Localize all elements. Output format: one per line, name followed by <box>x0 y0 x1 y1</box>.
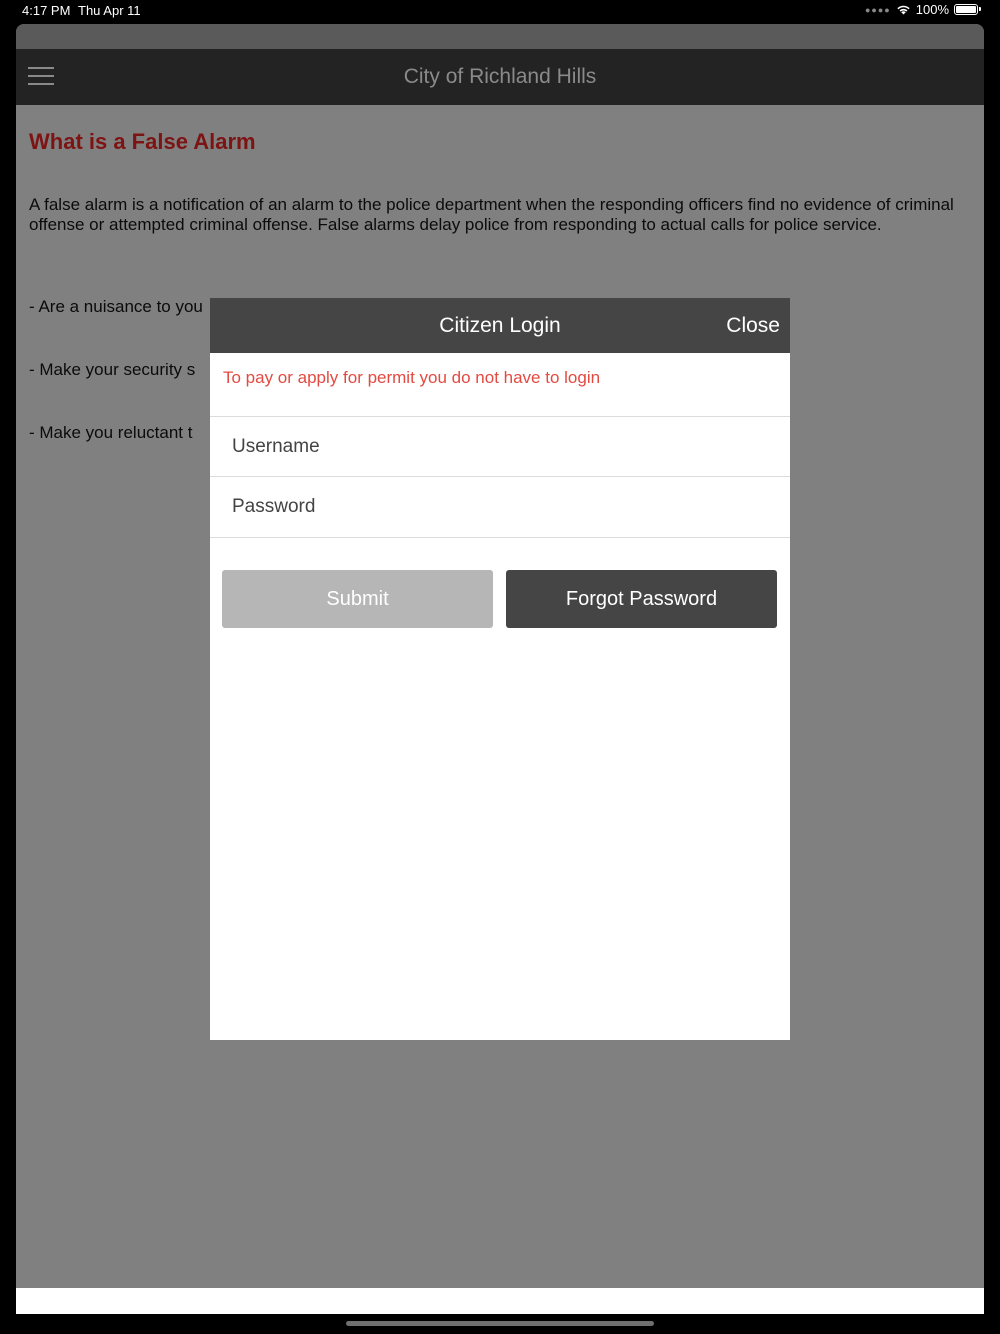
page-title: What is a False Alarm <box>29 129 256 154</box>
list-item: - Are a nuisance to you <box>29 297 203 316</box>
forgot-password-button[interactable]: Forgot Password <box>506 570 777 628</box>
status-indicators <box>865 2 978 17</box>
battery-percentage: 100% <box>915 2 949 17</box>
app-header <box>16 49 984 105</box>
modal-header <box>210 298 790 353</box>
list-item: - Make your security s <box>29 360 196 379</box>
page-intro: A false alarm is a notification of an alarm to the police department when the responding officers find no evidence of criminal offense or attempted criminal offense. False alarms delay police from responding to actual calls for police service. <box>29 195 954 234</box>
close-button[interactable]: Close <box>726 314 780 337</box>
password-field-row <box>210 476 790 538</box>
header-title: City of Richland Hills <box>403 65 597 88</box>
wifi-icon <box>896 4 911 15</box>
top-strip <box>16 24 984 49</box>
citizen-login-modal <box>210 298 790 1040</box>
home-indicator <box>346 1321 654 1326</box>
modal-title: Citizen Login <box>439 314 561 337</box>
battery-icon <box>954 4 978 15</box>
cellular-signal-icon: ●●●● <box>865 4 891 15</box>
password-input[interactable] <box>230 477 774 537</box>
login-notice: To pay or apply for permit you do not have to login <box>223 368 601 387</box>
username-field-row <box>210 416 790 476</box>
status-date: Thu Apr 11 <box>78 3 141 18</box>
status-time: 4:17 PM <box>22 3 71 18</box>
bottom-bar <box>16 1288 984 1314</box>
submit-button[interactable]: Submit <box>222 570 493 628</box>
username-input[interactable] <box>230 417 774 477</box>
list-item: - Make you reluctant t <box>29 423 193 442</box>
status-bar <box>0 0 1000 22</box>
